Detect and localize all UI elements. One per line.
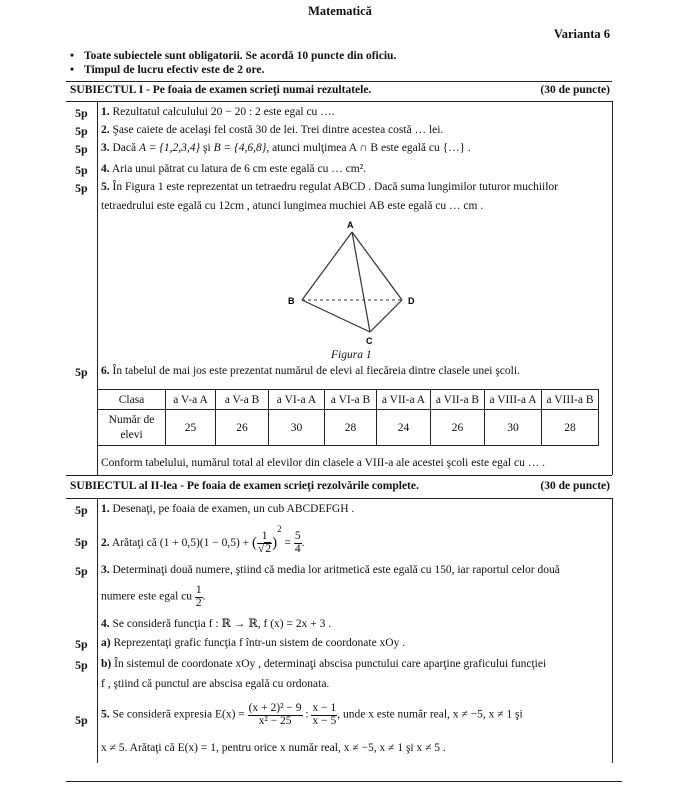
divider — [66, 475, 612, 476]
score-label: 5p — [75, 365, 88, 379]
question-text: Arătaţi că — [111, 537, 157, 549]
table-cell: 25 — [166, 410, 216, 446]
fraction-numerator: 1 — [257, 531, 272, 544]
divider — [66, 498, 612, 499]
question-4b-line-2: f , ştiind că punctul are abscisa egală cu ordonata. — [101, 678, 330, 690]
question-number: 3. — [101, 142, 110, 154]
question-6-followup: Conform tabelului, numărul total al elevilor din clasele a VIII-a ale acestei şcoli este egal cu … . — [101, 457, 545, 469]
table-cell: a VII-a A — [377, 390, 431, 410]
question-text: În Figura 1 este reprezentat un tetraedru regulat ABCD . Dacă suma lungimilor tuturor muchiilor — [112, 181, 558, 193]
table-cell: a VII-a B — [431, 390, 485, 410]
question-1 — [101, 106, 335, 118]
question-number: 1. — [101, 503, 110, 515]
question-text: Rezultatul calculului 20 − 20 : 2 este egal cu …. — [112, 106, 335, 118]
question-text: Determinaţi două numere, ştiind că media lor aritmetică este egală cu 150, iar raportul celor două — [112, 564, 560, 576]
fraction-numerator: 5 — [294, 530, 301, 543]
fraction-denominator: 4 — [294, 542, 301, 555]
exponent: 2 — [277, 524, 282, 534]
table-cell: 26 — [216, 410, 269, 446]
fraction — [248, 703, 303, 727]
score-label: 5p — [75, 106, 88, 120]
question-4b — [101, 658, 546, 670]
vertex-label-b: B — [288, 296, 295, 306]
classes-table — [97, 389, 599, 446]
fraction — [257, 531, 272, 555]
question-text: , unde x este număr real, x ≠ −5, x ≠ 1 şi — [337, 708, 523, 721]
score-label: 5p — [75, 124, 88, 138]
question-number: 2. — [101, 537, 110, 549]
question-5 — [101, 703, 523, 727]
subquestion-label: b) — [101, 658, 112, 670]
instruction-text: Toate subiectele sunt obligatorii. Se acordă 10 puncte din oficiu. — [84, 50, 397, 62]
table-cell: 24 — [377, 410, 431, 446]
question-text: Se consideră funcţia f : ℝ → ℝ, f (x) = 2x + 3 . — [112, 618, 332, 630]
subquestion-label: a) — [101, 637, 111, 649]
question-1 — [101, 503, 354, 515]
question-number: 6. — [101, 365, 110, 377]
fraction-numerator: (x + 2)² − 9 — [248, 702, 302, 714]
vertex-label-c: C — [366, 336, 373, 346]
section-points: (30 de puncte) — [540, 480, 610, 492]
score-label: 5p — [75, 181, 88, 195]
table-cell: 28 — [542, 410, 599, 446]
equals-sign: = — [284, 537, 291, 549]
score-column-divider — [97, 498, 98, 763]
score-label: 5p — [75, 637, 88, 651]
divider — [66, 101, 612, 102]
question-5-line-2: x ≠ 5. Arătaţi că E(x) = 1, pentru orice x număr real, x ≠ −5, x ≠ 1 şi x ≠ 5 . — [101, 742, 446, 754]
instruction-item: • Toate subiectele sunt obligatorii. Se acordă 10 puncte din oficiu. — [70, 50, 397, 62]
score-label: 5p — [75, 564, 88, 578]
question-text: Dacă — [112, 142, 137, 154]
question-4 — [101, 163, 366, 175]
footer-divider — [66, 781, 622, 782]
table-cell: 30 — [269, 410, 325, 446]
set-b: B = {4,6,8} — [213, 142, 267, 154]
question-2 — [101, 124, 443, 136]
table-header-cell — [98, 410, 166, 446]
score-label: 5p — [75, 142, 88, 156]
table-cell: a VIII-a A — [485, 390, 542, 410]
fraction — [311, 703, 337, 727]
fraction-denominator: x − 5 — [312, 714, 337, 727]
score-label: 5p — [75, 658, 88, 672]
question-number: 4. — [101, 618, 110, 630]
table-cell: 30 — [485, 410, 542, 446]
table-cell: a V-a B — [216, 390, 269, 410]
question-text: , atunci mulţimea A ∩ B este egală cu {…} . — [266, 142, 471, 154]
edge-bc — [302, 300, 370, 332]
divider — [66, 81, 612, 82]
question-4a — [101, 637, 405, 649]
table-cell: 28 — [325, 410, 377, 446]
question-text: În tabelul de mai jos este prezentat numărul de elevi al fiecăreia dintre clasele unei şcoli. — [112, 365, 520, 377]
edge-ab — [302, 232, 352, 300]
question-text: Aria unui pătrat cu latura de 6 cm este egală cu … cm². — [111, 163, 366, 175]
question-4 — [101, 616, 331, 630]
table-cell: 26 — [431, 410, 485, 446]
vertex-label-d: D — [408, 296, 415, 306]
fraction-numerator: x − 1 — [312, 702, 337, 714]
question-number: 4. — [101, 163, 110, 175]
question-3 — [101, 142, 471, 154]
question-5-line-2: tetraedrului este egală cu 12cm , atunci lungimea muchiei AB este egală cu … cm . — [101, 200, 484, 212]
question-number: 3. — [101, 564, 110, 576]
question-number: 2. — [101, 124, 110, 136]
question-text: Reprezentaţi grafic funcţia f într-un sistem de coordonate xOy . — [113, 637, 406, 649]
edge-cd — [370, 300, 402, 332]
question-number: 1. — [101, 106, 110, 118]
edge-ad — [352, 232, 402, 300]
figure-caption: Figura 1 — [331, 349, 372, 361]
fraction-denominator: √2 — [258, 542, 272, 555]
paren-close: ) — [272, 534, 278, 551]
question-text: numere este egal cu — [101, 590, 192, 603]
section-points: (30 de puncte) — [540, 84, 610, 96]
vertex-label-a: A — [347, 220, 354, 230]
question-text: şi — [203, 142, 211, 154]
expression: (1 + 0,5)(1 − 0,5) + — [159, 537, 250, 549]
question-text: Desenaţi, pe foaia de examen, un cub ABCDEFGH . — [112, 503, 355, 515]
fraction-denominator: x² − 25 — [258, 714, 292, 727]
table-row — [98, 390, 599, 410]
page-title: Matematică — [308, 4, 372, 18]
question-3-line-2: numere este egal cu $\frac{1}{2}$ . — [101, 584, 206, 609]
fraction-numerator: 1 — [195, 584, 202, 596]
set-a: A = {1,2,3,4} — [139, 142, 201, 154]
tetrahedron-figure — [280, 218, 430, 348]
table-cell: a V-a A — [166, 390, 216, 410]
table-cell: a VI-a B — [325, 390, 377, 410]
score-label: 5p — [75, 713, 88, 727]
score-label: 5p — [75, 503, 88, 517]
section-title: SUBIECTUL al II-lea - Pe foaia de examen scrieţi rezolvările complete. — [70, 480, 419, 492]
question-text: În sistemul de coordonate xOy , determinaţi abscisa punctului care aparţine graficului funcţiei — [114, 658, 547, 670]
table-row — [98, 410, 599, 446]
right-border — [612, 101, 613, 475]
section-title: SUBIECTUL I - Pe foaia de examen scrieţi numai rezultatele. — [70, 84, 372, 96]
question-2: 2. Arătaţi că (1 + 0,5)(1 − 0,5) + ( $\frac{1}{√2}$ )$^2$ = $\frac{5}{4}$ . — [101, 524, 305, 555]
paren-open: ( — [252, 534, 258, 551]
table-label-line: elevi — [120, 428, 143, 441]
table-cell: a VIII-a B — [542, 390, 599, 410]
table-header-cell: Clasa — [98, 390, 166, 410]
question-text: Şase caiete de acelaşi fel costă 30 de lei. Trei dintre acestea costă … lei. — [112, 124, 444, 136]
question-5 — [101, 181, 558, 193]
fraction — [294, 531, 302, 555]
table-cell: a VI-a A — [269, 390, 325, 410]
division-sign: : — [305, 708, 309, 721]
radicand: 2 — [265, 542, 272, 555]
fraction — [195, 585, 203, 609]
right-border — [612, 498, 613, 763]
edge-ac — [352, 232, 370, 332]
score-label: 5p — [75, 163, 88, 177]
variant-label: Varianta 6 — [553, 27, 610, 41]
question-number: 5. — [101, 181, 110, 193]
question-text: Se consideră expresia E(x) = — [112, 708, 245, 721]
instruction-item: • Timpul de lucru efectiv este de 2 ore. — [70, 64, 265, 76]
table-label-line: Număr de — [108, 413, 155, 426]
question-3 — [101, 564, 560, 576]
instruction-text: Timpul de lucru efectiv este de 2 ore. — [84, 64, 265, 76]
question-6 — [101, 365, 520, 377]
score-label: 5p — [75, 535, 88, 549]
fraction-denominator: 2 — [195, 596, 202, 609]
question-number: 5. — [101, 708, 110, 721]
